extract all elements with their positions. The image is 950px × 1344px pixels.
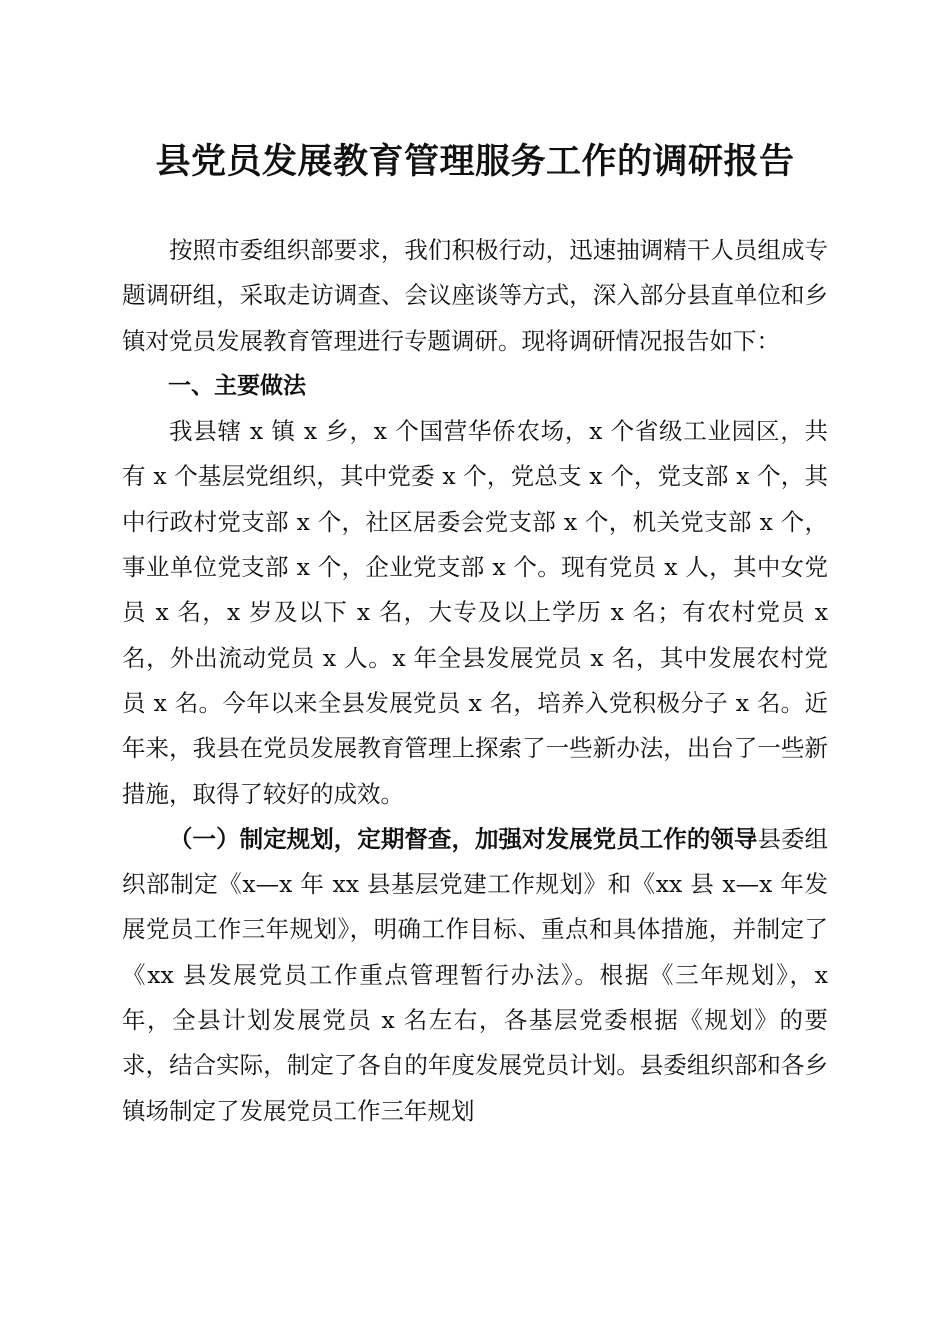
- section-heading-main-practices: 一、主要做法: [168, 372, 306, 399]
- subsection-body-planning: 县委组织部制定《x—x 年 xx 县基层党建工作规划》和《xx 县 x—x 年发展党员工作三年规划》，明确工作目标、重点和具体措施，并制定了《xx 县发展党员工作重点管理暂行办法》。根据《三年规划》，x 年，全县计划发展党员 x 名左右，各基层党委根据《规划》的要求，结合实际，制定了各自的年度发展党员计划。县委组织部和各乡镇场制定了发展党员工作三年规划: [122, 824, 829, 1125]
- intro-paragraph: 按照市委组织部要求，我们积极行动，迅速抽调精干人员组成专题调研组，采取走访调查、会议座谈等方式，深入部分县直单位和乡镇对党员发展教育管理进行专题调研。现将调研情况报告如下：: [122, 236, 828, 355]
- document-body: [122, 228, 828, 1134]
- subsection-paragraph-planning: [122, 817, 828, 1134]
- section-paragraph-overview: 我县辖 x 镇 x 乡，x 个国营华侨农场，x 个省级工业园区，共有 x 个基层党组织，其中党委 x 个，党总支 x 个，党支部 x 个，其中行政村党支部 x 个，社区居委会党支部 x 个，机关党支部 x 个，事业单位党支部 x 个，企业党支部 x 个。现有党员 x 人，其中女党员 x 名，x 岁及以下 x 名，大专及以上学历 x 名；有农村党员 x 名，外出流动党员 x 人。x 年全县发展党员 x 名，其中发展农村党员 x 名。今年以来全县发展党员 x 名，培养入党积极分子 x 名。近年来，我县在党员发展教育管理上探索了一些新办法，出台了一些新措施，取得了较好的成效。: [122, 417, 828, 808]
- subsection-heading-planning: （一）制定规划，定期督查，加强对发展党员工作的领导: [169, 824, 758, 853]
- document-title: 县党员发展教育管理服务工作的调研报告: [155, 141, 795, 182]
